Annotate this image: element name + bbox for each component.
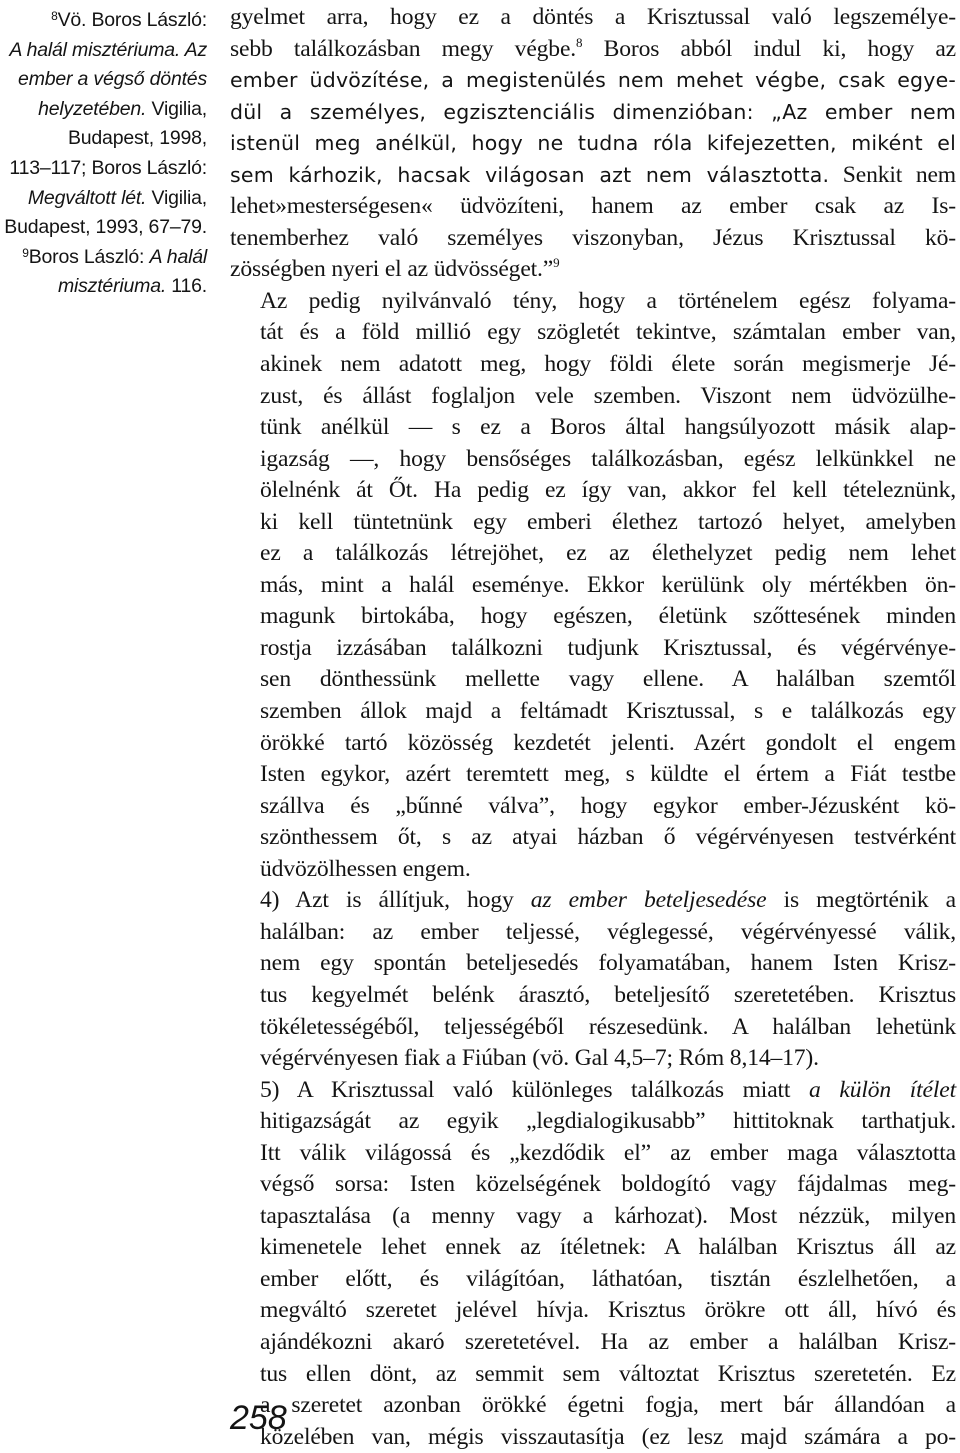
note-8-line-5: Budapest, 1998, [67,127,207,150]
paragraph-3: 4) Azt is állítjuk, hogy az ember beteljesedése is megtörténik a halálban: az ember teljessé, véglegessé, végérvényessé válik, nem egy spontán beteljesedés folyamatában, hanem Isten Krisz- tus kegyelmét belénk árasztó, beteljesítő szeretetében. Krisztus tökéletességéből, teljességéből részesedünk. A halálban lehetünk végérvényesen fiak a Fiúban (vö. Gal 4,5–7; Róm 8,14–17). [260,887,956,1072]
footnote-ref-8: 8 [576,34,583,50]
sidenotes [0,6,207,302]
paragraph-2: Az pedig nyilvánvaló tény, hogy a történelem egész folyama- tát és a föld millió egy szögletét tekintve, számtalan ember van, akinek nem adatott meg, hogy földi élete során megismerje Jé- zust, és állást foglaljon vele szemben. Viszont nem üdvözülhe- tünk anélkül — s ez a Boros által hangsúlyozott másik alap- igazság —, hogy bensőséges találkozásban, egész lelkünkkel ne ölelnénk át Őt. Ha pedig ez így van, akkor fel kell tételeznünk, ki kell tüntetnünk egy emberi élethez tartozó helyet, amelyben ez a találkozás létrejöhet, ez az élethelyzet pedig nem lehet más, mint a halál eseménye. Ekkor kerülünk oly mértékben ön- magunk birtokába, hogy egészen, életünk szőttesének minden rostja izzásában találkozni tudjunk Krisztussal, és végérvénye- sen dönthessünk mellette vagy ellene. A halálban szemtől szemben állok majd a feltámadt Krisztussal, s e találkozás egy örökké tartó közösség kezdetét jelenti. Azért gondolt el engem Isten egykor, azért teremtett meg, s küldte el értem a Fiát testbe szállva és „bűnné válva”, hogy egykor ember-Jézusként kö- szönthessem őt, s az atyai házban ő végérvényesen testvérként üdvözölhessen engem. [260,287,956,882]
note-8-line-4: helyzetében. Vigilia, [38,97,207,120]
note-8-line-7: Megváltott lét. Vigilia, [27,186,207,209]
page-number: 258 [230,1399,287,1437]
note-9-line-1: $^9$Boros László: A halál [22,245,207,268]
note-8-marker: 8 [51,9,58,23]
note-8-line-8: Budapest, 1993, 67–79. [4,216,207,239]
emphasis-beteljesedes: az ember beteljesedése [530,887,767,914]
note-9-marker: 9 [22,245,29,260]
note-9-line-2: misztériuma. 116. [57,275,207,298]
footnote-ref-9: 9 [553,255,560,271]
paragraph-4: 5) A Krisztussal való különleges találkozás miatt a külön ítélet hitigazságát az egyik „legdialogikusabb” hittitoknak tarthatjuk. Itt válik világossá és „kezdődik el” az ember maga választotta végső sorsa: Isten közelségének boldogító vagy fájdalmas meg- tapasztalása (a menny vagy a kárhozat). Most nézzük, milyen kimenetele lehet ennek az ítéletnek: A halálban Krisztus áll az ember előtt, és világítóan, láthatóan, tisztán észlelhetően, a megváltó szeretet jelével hívja. Krisztus örökre ott áll, hívó és ajándékozni akaró szeretetével. Ha az ember a halálban Krisz- tus ellen dönt, az semmit sem változtat Krisztus szeretetén. Ez a szeretet azonban örökké égetni fogja, mert bár állandóan a közelében van, mégis visszautasítja (ez lesz majd számára a po- [260,1076,957,1450]
paragraph-1: gyelmet arra, hogy ez a döntés a Krisztussal való legszemélye- sebb találkozásban megy végbe.$^8$ Boros abból indul ki, hogy az ember üdvözítése, a megistenülés nem mehet végbe, csak egye- dül a személyes, egzisztenciális dimenzióban: „Az ember nem istenül meg anélkül, hogy ne tudna róla kifejezetten, miként el sem kárhozik, hacsak világosan azt nem választotta. Senkit nem lehet»mesterségesen« üdvözíteni, hanem az ember csak az Is- tenemberhez való személyes viszonyban, Jézus Krisztussal kö- zösségben nyeri el az üdvösséget.”$^9$ [230,4,956,283]
body-text [230,2,956,1453]
note-8-line-3: ember a végső döntés [18,68,207,91]
note-8-line-1: $^8$Vö. Boros László: [51,9,207,31]
emphasis-kulon-itelet: a külön ítélet [809,1076,957,1103]
note-8-line-6: 113–117; Boros László: [9,156,207,179]
note-8-line-2: A halál misztériuma. Az [9,38,207,61]
